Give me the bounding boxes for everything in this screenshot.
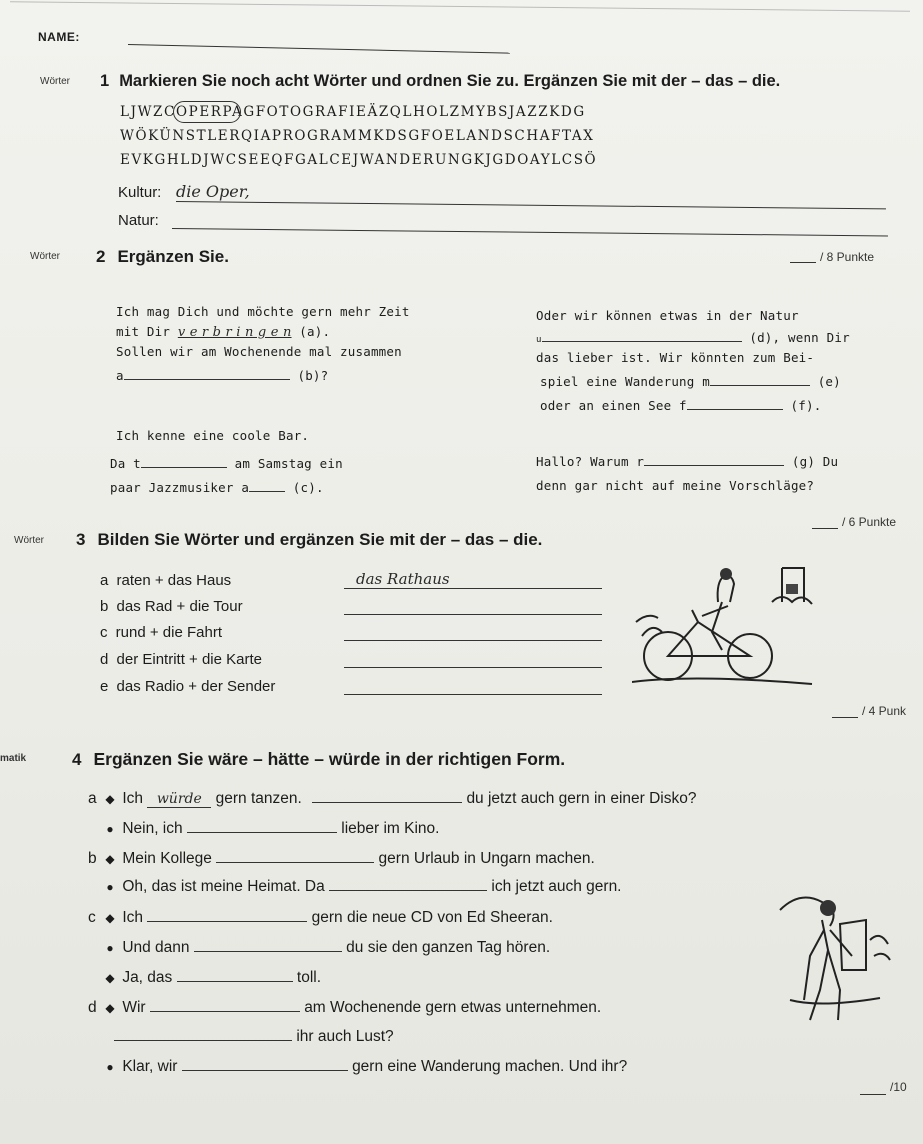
- hiker-illustration: [770, 880, 900, 1030]
- ex3-line-d[interactable]: [344, 667, 602, 668]
- ex3-item-b-text: das Rad + die Tour: [116, 598, 243, 615]
- ex3-item-a: [100, 572, 231, 589]
- ex2-left-line-2: [116, 324, 330, 340]
- natur-line[interactable]: [172, 228, 888, 236]
- ex4-line-c-reply2: [102, 969, 321, 987]
- ex3-item-e-letter: e: [100, 678, 109, 695]
- ex4-number: 4: [72, 750, 82, 769]
- ex3-title: Bilden Sie Wörter und ergänzen Sie mit der – das – die.: [97, 530, 543, 549]
- ex4-answer-a[interactable]: würde: [147, 791, 211, 808]
- ex4-line-a-reply-post: lieber im Kino.: [341, 820, 440, 837]
- ex4-line-d-post: am Wochenende gern etwas unternehmen.: [304, 999, 602, 1016]
- name-line[interactable]: [128, 44, 510, 54]
- ex4-blank-d3[interactable]: [182, 1070, 348, 1071]
- ex4-line-a-reply: [102, 820, 439, 838]
- ex2-heading: [96, 247, 229, 267]
- circle-bullet-icon: ●: [106, 1060, 114, 1074]
- ex2-left-line-6-pre: Da t: [110, 456, 141, 471]
- diamond-icon: ◆: [105, 1001, 115, 1015]
- ex2-left-line-4-pre: a: [116, 368, 124, 383]
- ex3-heading: [76, 530, 542, 550]
- ex3-line-e[interactable]: [344, 694, 602, 695]
- ex4-line-c: [88, 909, 553, 927]
- ex4-line-b-pre: Mein Kollege: [122, 850, 212, 867]
- ex2-right-line-5-pre: oder an einen See f: [540, 398, 687, 413]
- ex2-title: Ergänzen Sie.: [117, 247, 229, 266]
- circle-bullet-icon: ●: [106, 822, 114, 836]
- ex4-line-b: [88, 850, 595, 868]
- ex2-right-line-1: Oder wir können etwas in der Natur: [536, 308, 799, 323]
- ex1-points-line[interactable]: [790, 262, 816, 263]
- ex2-right-line-2-pre: u: [536, 335, 542, 345]
- cyclist-head: [720, 568, 732, 580]
- ex4-blank-a3[interactable]: [187, 832, 337, 833]
- ex4-letter-d: d: [88, 999, 97, 1016]
- ex2-left-line-7-post: (c).: [292, 480, 324, 495]
- ex4-blank-c2[interactable]: [194, 951, 342, 952]
- ex4-line-b-post: gern Urlaub in Ungarn machen.: [378, 850, 595, 867]
- ex2-right-line-3: das lieber ist. Wir könnten zum Bei-: [536, 350, 815, 365]
- house-window: [786, 584, 798, 594]
- ex2-left-line-4: [116, 368, 328, 383]
- ex2-right-line-4-post: (e): [817, 374, 841, 389]
- ex4-blank-c[interactable]: [147, 921, 307, 922]
- name-label: NAME:: [38, 30, 80, 44]
- ex1-side-label: Wörter: [40, 76, 70, 87]
- ex2-right-line-6-pre: Hallo? Warum r: [536, 454, 645, 469]
- ex4-line-a-post: gern tanzen.: [215, 790, 302, 807]
- ex4-line-c-pre: Ich: [122, 909, 143, 926]
- ex4-line-b-reply-post: ich jetzt auch gern.: [491, 878, 622, 895]
- diamond-icon: ◆: [105, 971, 115, 985]
- kultur-answer: die Oper,: [176, 182, 250, 201]
- hiker-head: [820, 900, 836, 916]
- ex4-line-c-post: gern die neue CD von Ed Sheeran.: [311, 909, 553, 926]
- ex3-item-c: [100, 624, 222, 641]
- ex4-line-d: [88, 999, 601, 1017]
- ex4-letter-a: a: [88, 790, 97, 807]
- ex4-line-b-reply: [102, 878, 622, 896]
- ex4-line-a: [88, 790, 697, 808]
- ex4-blank-d2[interactable]: [114, 1040, 292, 1041]
- ex2-points: / 6 Punkte: [842, 515, 897, 529]
- ex3-number: 3: [76, 530, 86, 549]
- kultur-line[interactable]: [176, 201, 886, 209]
- ex4-line-d-reply: [102, 1058, 627, 1076]
- blank-f[interactable]: [687, 409, 783, 410]
- ex2-right-line-2-post: (d), wenn Dir: [749, 330, 850, 345]
- ex3-line-b[interactable]: [344, 614, 602, 615]
- ex4-blank-b[interactable]: [216, 862, 374, 863]
- ex4-blank-a2[interactable]: [312, 802, 462, 803]
- ex4-heading: [72, 749, 565, 770]
- ex2-left-line-1: Ich mag Dich und möchte gern mehr Zeit: [116, 304, 410, 319]
- ex1-title: Markieren Sie noch acht Wörter und ordnen Sie zu. Ergänzen Sie mit der – das – die.: [119, 72, 781, 90]
- ex2-left-line-4-post: (b)?: [297, 368, 329, 383]
- ex4-line-c-reply-post: du sie den ganzen Tag hören.: [346, 939, 551, 956]
- ex2-right-line-6: [536, 454, 838, 469]
- ex4-line-b-reply-pre: Oh, das ist meine Heimat. Da: [122, 878, 325, 895]
- ex3-item-a-text: raten + das Haus: [116, 572, 232, 589]
- ex3-answer-a[interactable]: das Rathaus: [356, 570, 450, 588]
- ex4-line-d-2-post: ihr auch Lust?: [296, 1028, 394, 1045]
- ex2-right-line-2: [536, 330, 850, 345]
- ex1-heading: [100, 72, 780, 91]
- ex2-left-line-7: [110, 480, 324, 495]
- ex4-blank-b2[interactable]: [329, 890, 487, 891]
- ex4-blank-d[interactable]: [150, 1011, 300, 1012]
- ex2-number: 2: [96, 247, 106, 266]
- blank-d[interactable]: [542, 341, 742, 342]
- ex2-left-line-7-pre: paar Jazzmusiker a: [110, 480, 250, 495]
- ex2-left-line-5: Ich kenne eine coole Bar.: [116, 428, 310, 443]
- ex2-points-line[interactable]: [812, 528, 838, 529]
- ex1-number: 1: [100, 72, 110, 90]
- blank-g[interactable]: [644, 465, 784, 466]
- ex2-left-line-2-post: (a).: [299, 324, 331, 339]
- puzzle-circle-oper: [173, 101, 241, 123]
- ex3-item-b-letter: b: [100, 598, 109, 615]
- blank-c[interactable]: [249, 491, 285, 492]
- ex3-side-label: Wörter: [14, 535, 44, 546]
- ex2-right-line-6-post: (g) Du: [791, 454, 839, 469]
- ex4-line-c-reply2-post: toll.: [296, 969, 322, 986]
- puzzle-row-1-text: LJWZCOPERPAGFOTOGRAFIEÄZQLHOLZMYBSJAZZKDG: [120, 104, 586, 120]
- ex4-line-a-post2: du jetzt auch gern in einer Disko?: [466, 790, 697, 807]
- ex3-points: / 4 Punk: [862, 704, 907, 718]
- ex4-line-c-reply: [102, 939, 550, 957]
- ex2-right-line-4: [540, 374, 841, 389]
- ex3-line-a[interactable]: [344, 588, 602, 589]
- ex4-line-a-reply-pre: Nein, ich: [122, 820, 183, 837]
- ex3-item-d-text: der Eintritt + die Karte: [116, 651, 263, 668]
- ex4-title: Ergänzen Sie wäre – hätte – würde in der richtigen Form.: [93, 749, 566, 769]
- cyclist-illustration: [632, 562, 832, 692]
- ex4-letter-c: c: [88, 909, 96, 926]
- blank-e[interactable]: [710, 385, 810, 386]
- ex4-line-d-pre: Wir: [122, 999, 146, 1016]
- ex2-left-line-3: Sollen wir am Wochenende mal zusammen: [116, 344, 402, 359]
- ex4-side-label: matik: [0, 753, 27, 764]
- diamond-icon: ◆: [105, 911, 115, 925]
- ex2-right-line-5: [540, 398, 821, 413]
- ex2-side-label: Wörter: [30, 251, 60, 262]
- puzzle-row-3: EVKGHLDJWCSEEQFGALCEJWANDERUNGKJGDOAYLCSÖ: [120, 152, 598, 168]
- ex4-line-c-reply2-pre: Ja, das: [122, 969, 173, 986]
- ex3-item-e: [100, 678, 275, 695]
- ex3-item-c-letter: c: [100, 624, 108, 641]
- ex2-left-line-6-post: am Samstag ein: [234, 456, 343, 471]
- ex2-right-line-4-pre: spiel eine Wanderung m: [540, 374, 710, 389]
- ex3-item-a-letter: a: [100, 572, 109, 589]
- ex4-letter-b: b: [88, 850, 97, 867]
- diamond-icon: ◆: [105, 792, 115, 806]
- kultur-label: Kultur:: [118, 184, 162, 201]
- circle-bullet-icon: ●: [106, 941, 114, 955]
- ex3-item-d-letter: d: [100, 651, 109, 668]
- ex2-right-line-7: denn gar nicht auf meine Vorschläge?: [536, 478, 815, 493]
- ex4-line-c-reply-pre: Und dann: [122, 939, 190, 956]
- ex4-line-d-reply-post: gern eine Wanderung machen. Und ihr?: [352, 1058, 628, 1075]
- blank-c-t[interactable]: [141, 467, 227, 468]
- blank-b[interactable]: [124, 379, 290, 380]
- ex3-item-c-text: rund + die Fahrt: [115, 624, 222, 641]
- ex3-item-e-text: das Radio + der Sender: [116, 678, 276, 695]
- ex1-points: / 8 Punkte: [820, 250, 875, 264]
- ex4-line-d-2: [114, 1028, 394, 1046]
- puzzle-row-2: WÖKÜNSTLERQIAPROGRAMMKDSGFOELANDSCHAFTAX: [120, 128, 595, 144]
- natur-label: Natur:: [118, 212, 159, 229]
- ex3-item-d: [100, 651, 262, 668]
- ex3-item-b: [100, 598, 243, 615]
- ex3-points-line[interactable]: [832, 717, 858, 718]
- diamond-icon: ◆: [105, 852, 115, 866]
- ex2-right-line-5-post: (f).: [790, 398, 822, 413]
- ex3-line-c[interactable]: [344, 640, 602, 641]
- ex2-left-line-2-pre: mit Dir: [116, 324, 171, 339]
- ex4-points-line[interactable]: [860, 1094, 886, 1095]
- ex4-blank-c3[interactable]: [177, 981, 293, 982]
- answer-a[interactable]: v e r b r i n g e n: [177, 325, 292, 340]
- ex4-line-d-reply-pre: Klar, wir: [122, 1058, 178, 1075]
- ex4-line-a-pre: Ich: [122, 790, 143, 807]
- ex2-left-line-6: [110, 456, 343, 471]
- circle-bullet-icon: ●: [106, 880, 114, 894]
- ex4-points: /10: [890, 1080, 907, 1094]
- top-rule: [10, 1, 910, 11]
